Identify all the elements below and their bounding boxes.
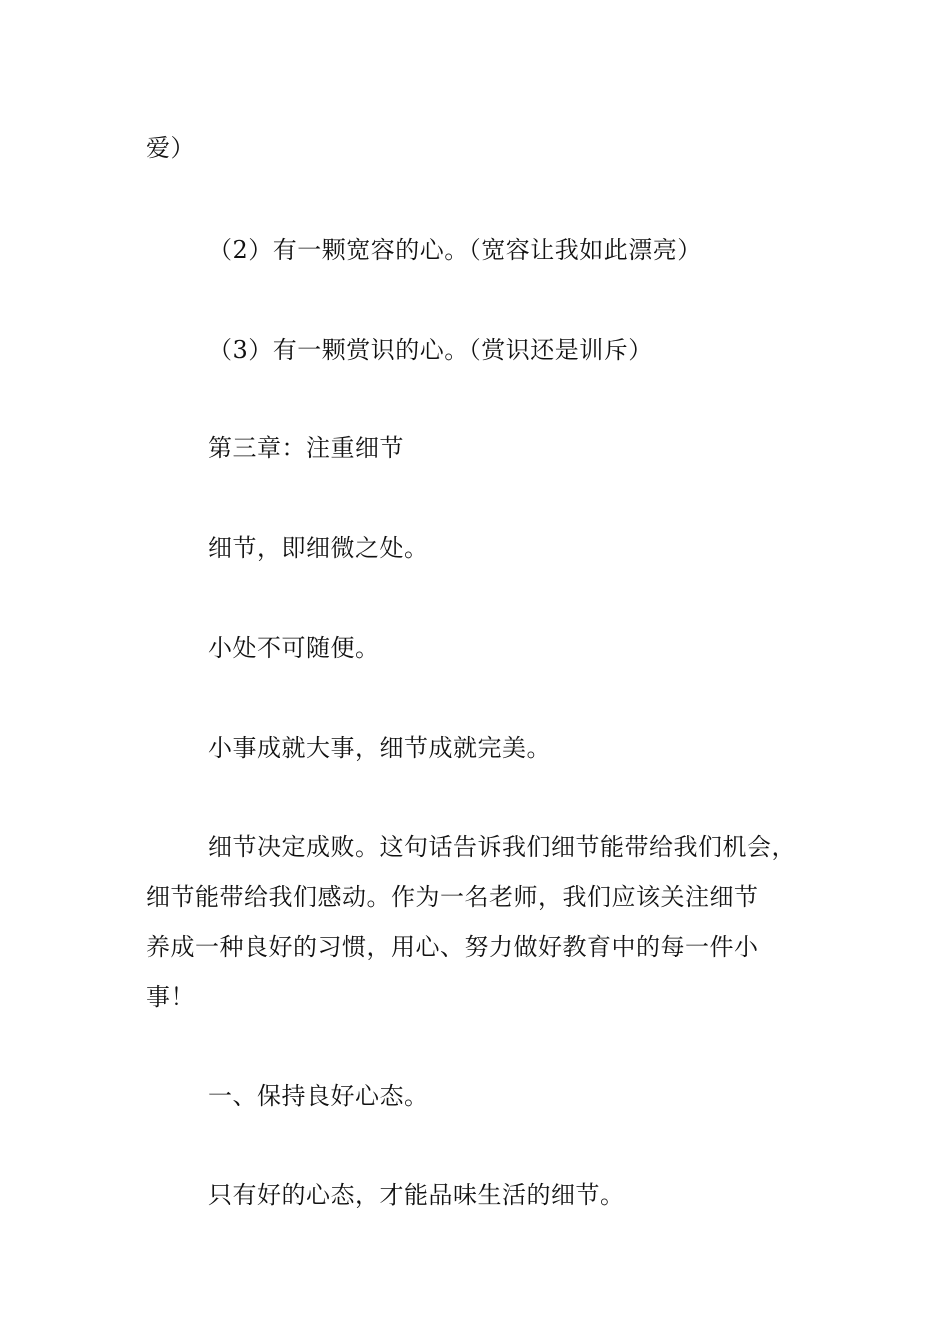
paragraph-details-line-4: 事！ xyxy=(146,983,195,1011)
paragraph-detail-definition: 细节，即细微之处。 xyxy=(208,534,429,562)
paragraph-continuation: 爱） xyxy=(146,134,195,162)
paragraph-item-3: （3）有一颗赏识的心。（赏识还是训斥） xyxy=(208,336,653,364)
paragraph-details-line-3: 养成一种良好的习惯，用心、努力做好教育中的每一件小 xyxy=(146,933,759,961)
paragraph-item-2: （2）有一颗宽容的心。（宽容让我如此漂亮） xyxy=(208,236,702,264)
paragraph-details-line-1: 细节决定成败。这句话告诉我们细节能带给我们机会， xyxy=(208,833,796,861)
paragraph-small-matters: 小处不可随便。 xyxy=(208,634,380,662)
paragraph-details-line-2: 细节能带给我们感动。作为一名老师，我们应该关注细节 xyxy=(146,883,759,911)
chapter-heading: 第三章：注重细节 xyxy=(208,434,404,462)
paragraph-good-mindset: 只有好的心态，才能品味生活的细节。 xyxy=(208,1181,625,1209)
section-heading: 一、保持良好心态。 xyxy=(208,1082,429,1110)
paragraph-small-things: 小事成就大事，细节成就完美。 xyxy=(208,734,551,762)
